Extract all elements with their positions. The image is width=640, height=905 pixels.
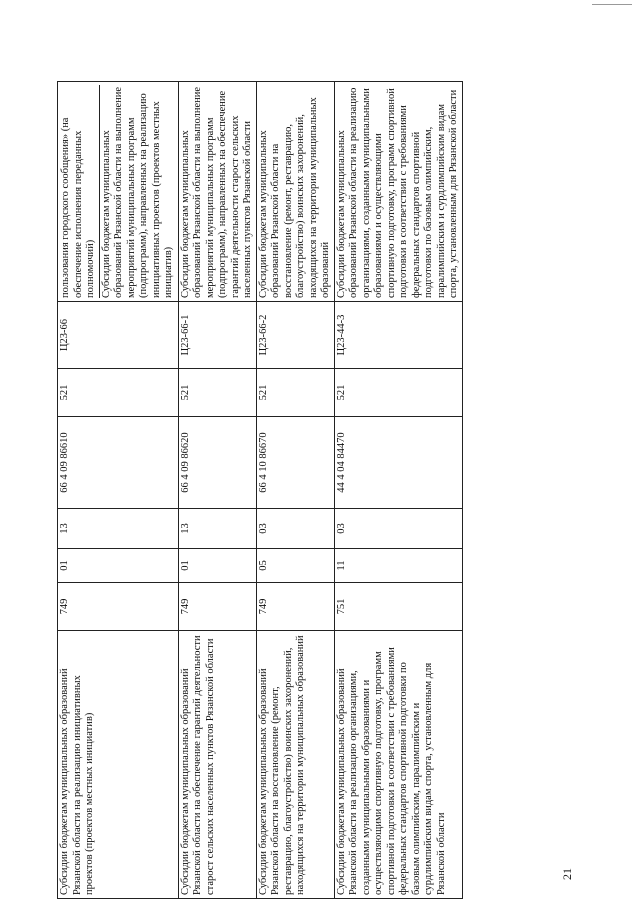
purpose-code-cell: Ц23-44-3 — [334, 302, 462, 369]
table-row — [334, 82, 462, 899]
purpose-description-cell: Субсидии бюджетам муниципальных образований Рязанской области на восстановление (ремонт, реставрацию, благоустройство) воинских захоронений, находящихся на территории муниципальных образований — [256, 82, 334, 302]
description-cell: Субсидии бюджетам муниципальных образований Рязанской области на восстановление (ремонт, реставрацию, благоустройство) воинских захоронений, находящихся на территории муниципальных образований — [256, 631, 334, 899]
purpose-description-cell: Субсидии бюджетам муниципальных образований Рязанской области на реализацию организациями, созданными муниципальными образованиями и осуществляющими спортивную подготовку, программ спортивной подготовки в соответствии с требованиями федеральных стандартов спортивной подготовки по базовым олимпийским, паралимпийским и сурдлимпийским видам спорта, установленным для Рязанской области — [334, 82, 462, 302]
target-article-cell: 44 4 04 84470 — [334, 417, 462, 509]
page-number: 21 — [560, 868, 574, 880]
target-article-cell: 66 4 09 86610 — [58, 417, 179, 509]
purpose-description-cell: Субсидии бюджетам муниципальных образований Рязанской области на выполнение мероприятий муниципальных программ (подпрограмм), направленных на обеспечение гарантий деятельности старост сельских населенных пунктов Рязанской области — [178, 82, 256, 302]
expense-kind-cell: 521 — [178, 369, 256, 417]
expense-kind-cell: 521 — [334, 369, 462, 417]
purpose-description-cell — [58, 82, 179, 302]
target-article-cell: 66 4 09 86620 — [178, 417, 256, 509]
corner-scan-mark — [592, 4, 632, 5]
table-row — [58, 82, 179, 899]
subsection-code-cell: 13 — [58, 509, 179, 549]
admin-code-cell: 749 — [58, 583, 179, 631]
rotated-table-page — [57, 82, 562, 899]
budget-table — [57, 81, 463, 899]
subsection-code-cell: 03 — [256, 509, 334, 549]
subsection-code-cell: 03 — [334, 509, 462, 549]
table-row — [256, 82, 334, 899]
description-cell: Субсидии бюджетам муниципальных образований Рязанской области на обеспечение гарантий деятельности старост сельских населенных пунктов Рязанской области — [178, 631, 256, 899]
section-code-cell: 01 — [58, 549, 179, 583]
purpose-code-cell: Ц23-66-1 — [178, 302, 256, 369]
purpose-code-cell: Ц23-66 — [58, 302, 179, 369]
target-article-cell: 66 4 10 86670 — [256, 417, 334, 509]
purpose-text: Субсидии бюджетам муниципальных образований Рязанской области на выполнение мероприятий муниципальных программ (подпрограмм), направленных на реализацию инициативных проектов (проектов местных инициатив) — [100, 86, 174, 298]
purpose-code-cell: Ц23-66-2 — [256, 302, 334, 369]
section-code-cell: 11 — [334, 549, 462, 583]
continuation-text: пользования городского сообщения» (на обеспечение исполнения переданных полномочий) — [59, 85, 100, 298]
admin-code-cell: 751 — [334, 583, 462, 631]
subsection-code-cell: 13 — [178, 509, 256, 549]
admin-code-cell: 749 — [256, 583, 334, 631]
description-cell: Субсидии бюджетам муниципальных образований Рязанской области на реализацию организациями, созданными муниципальными образованиями и осуществляющими спортивную подготовку, программ спортивной подготовки в соответствии с требованиями федеральных стандартов спортивной подготовки по базовым олимпийским, паралимпийским и сурдлимпийским видам спорта, установленным для Рязанской области — [334, 631, 462, 899]
table-row — [178, 82, 256, 899]
section-code-cell: 05 — [256, 549, 334, 583]
section-code-cell: 01 — [178, 549, 256, 583]
expense-kind-cell: 521 — [58, 369, 179, 417]
admin-code-cell: 749 — [178, 583, 256, 631]
description-cell: Субсидии бюджетам муниципальных образований Рязанской области на реализацию инициативных проектов (проектов местных инициатив) — [58, 631, 179, 899]
expense-kind-cell: 521 — [256, 369, 334, 417]
